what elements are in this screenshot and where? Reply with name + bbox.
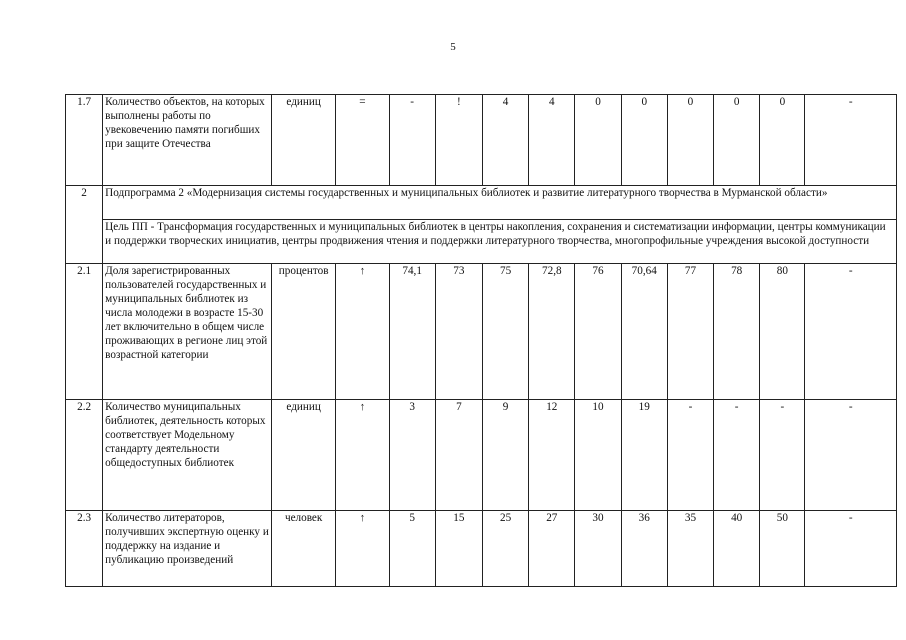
row-number: 2.2 bbox=[66, 400, 103, 511]
value-cell: 5 bbox=[389, 511, 435, 587]
subprogram-goal: Цель ПП - Трансформация государственных и муниципальных библиотек в центры накопления, сохранения и систематизации информации, центры коммуникации и поддержки творческих инициатив, центры продвижения чтения и поддержки литературного творчества, многопрофильные учреждения высокой доступности bbox=[103, 220, 897, 264]
note-cell: - bbox=[805, 95, 897, 186]
indicator-unit: единиц bbox=[271, 400, 335, 511]
value-cell: 40 bbox=[714, 511, 760, 587]
value-cell: 19 bbox=[621, 400, 667, 511]
value-cell: 36 bbox=[621, 511, 667, 587]
value-cell: ! bbox=[435, 95, 482, 186]
trend-symbol: ↑ bbox=[336, 511, 389, 587]
value-cell: 15 bbox=[435, 511, 482, 587]
value-cell: 0 bbox=[575, 95, 621, 186]
value-cell: 78 bbox=[714, 264, 760, 400]
value-cell: 75 bbox=[482, 264, 528, 400]
subprogram-row bbox=[66, 186, 897, 220]
value-cell: - bbox=[714, 400, 760, 511]
value-cell: 50 bbox=[760, 511, 805, 587]
indicator-unit: процентов bbox=[271, 264, 335, 400]
value-cell: 4 bbox=[529, 95, 575, 186]
value-cell: 0 bbox=[667, 95, 713, 186]
row-number: 2.1 bbox=[66, 264, 103, 400]
value-cell: 3 bbox=[389, 400, 435, 511]
table-row bbox=[66, 264, 897, 400]
table-row bbox=[66, 95, 897, 186]
value-cell: 35 bbox=[667, 511, 713, 587]
value-cell: 4 bbox=[482, 95, 528, 186]
note-cell: - bbox=[805, 264, 897, 400]
indicator-unit: человек bbox=[271, 511, 335, 587]
page-number: 5 bbox=[450, 41, 456, 53]
note-cell: - bbox=[805, 511, 897, 587]
row-number: 1.7 bbox=[66, 95, 103, 186]
value-cell: - bbox=[389, 95, 435, 186]
value-cell: 70,64 bbox=[621, 264, 667, 400]
value-cell: 76 bbox=[575, 264, 621, 400]
value-cell: 0 bbox=[760, 95, 805, 186]
value-cell: 73 bbox=[435, 264, 482, 400]
value-cell: 9 bbox=[482, 400, 528, 511]
value-cell: 12 bbox=[529, 400, 575, 511]
value-cell: 30 bbox=[575, 511, 621, 587]
value-cell: 80 bbox=[760, 264, 805, 400]
trend-symbol: = bbox=[336, 95, 389, 186]
value-cell: 27 bbox=[529, 511, 575, 587]
indicator-name: Количество муниципальных библиотек, деятельность которых соответствует Модельному стандарту деятельности общедоступных библиотек bbox=[103, 400, 272, 511]
value-cell: - bbox=[760, 400, 805, 511]
value-cell: 0 bbox=[714, 95, 760, 186]
indicator-name: Количество литераторов, получивших экспертную оценку и поддержку на издание и публикацию произведений bbox=[103, 511, 272, 587]
row-number: 2.3 bbox=[66, 511, 103, 587]
value-cell: 77 bbox=[667, 264, 713, 400]
value-cell: 72,8 bbox=[529, 264, 575, 400]
subprogram-number: 2 bbox=[66, 186, 103, 264]
value-cell: 0 bbox=[621, 95, 667, 186]
value-cell: 74,1 bbox=[389, 264, 435, 400]
indicator-name: Доля зарегистрированных пользователей государственных и муниципальных библиотек из числа молодежи в возрасте 15-30 лет включительно в общем числе проживающих в регионе лиц этой возрастной категории bbox=[103, 264, 272, 400]
trend-symbol: ↑ bbox=[336, 400, 389, 511]
indicator-unit: единиц bbox=[271, 95, 335, 186]
indicator-name: Количество объектов, на которых выполнены работы по увековечению памяти погибших при защите Отечества bbox=[103, 95, 272, 186]
subprogram-title: Подпрограмма 2 «Модернизация системы государственных и муниципальных библиотек и развитие литературного творчества в Мурманской области» bbox=[103, 186, 897, 220]
value-cell: 25 bbox=[482, 511, 528, 587]
note-cell: - bbox=[805, 400, 897, 511]
value-cell: 7 bbox=[435, 400, 482, 511]
subprogram-goal-row bbox=[66, 220, 897, 264]
value-cell: 10 bbox=[575, 400, 621, 511]
indicators-table bbox=[65, 94, 897, 587]
table-row bbox=[66, 511, 897, 587]
table-row bbox=[66, 400, 897, 511]
trend-symbol: ↑ bbox=[336, 264, 389, 400]
value-cell: - bbox=[667, 400, 713, 511]
